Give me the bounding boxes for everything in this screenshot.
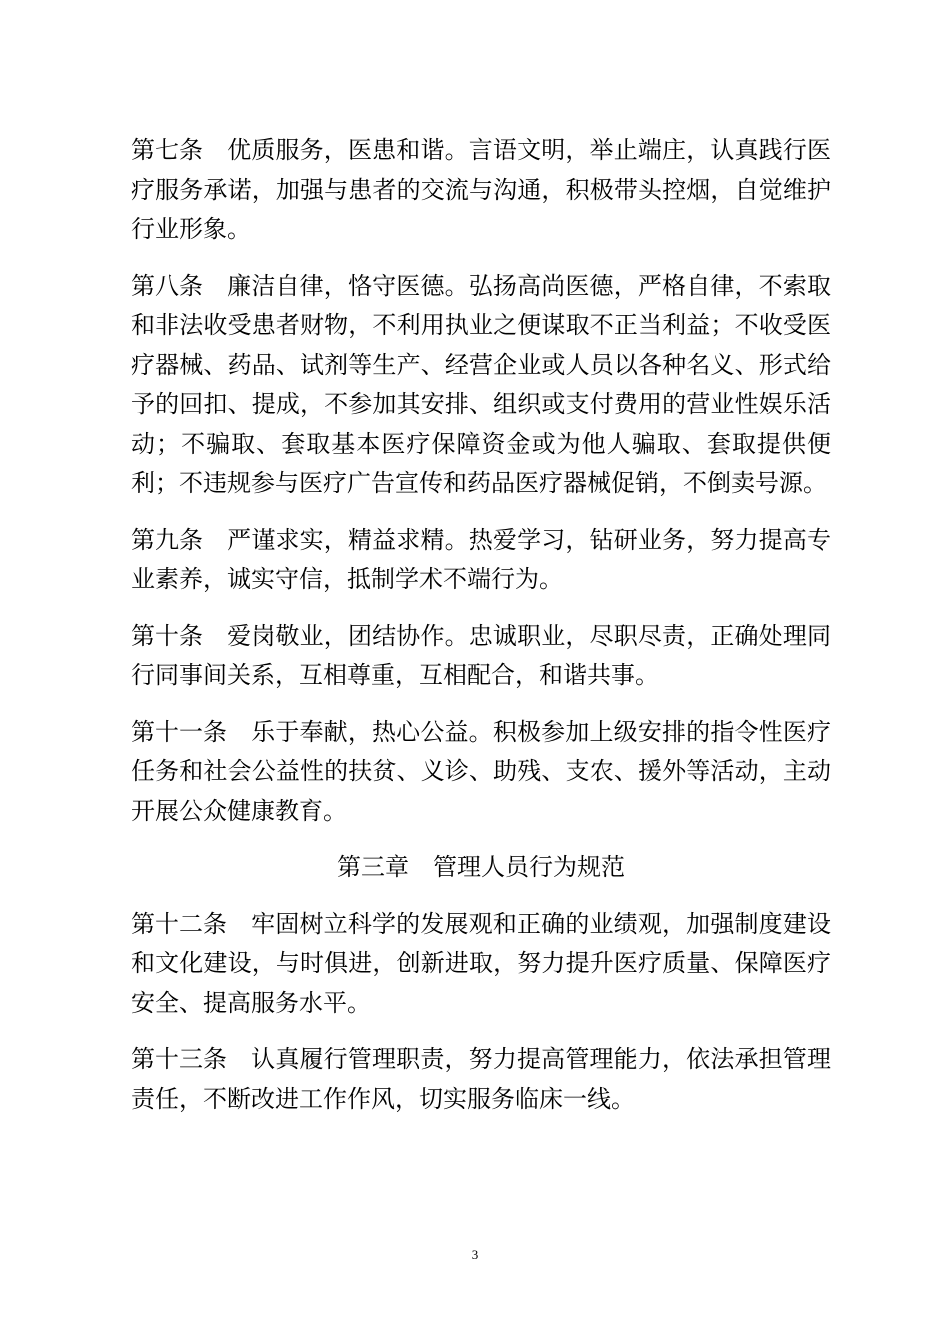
article-number: 第七条 xyxy=(131,136,203,164)
article-text: 廉洁自律，恪守医德。弘扬高尚医德，严格自律，不索取和非法收受患者财物，不利用执业之便谋取不正当利益；不收受医疗器械、药品、试剂等生产、经营企业或人员以各种名义、形式给予的回扣、提成，不参加其安排、组织或支付费用的营业性娱乐活动；不骗取、套取基本医疗保障资金或为他人骗取、套取提供便利；不违规参与医疗广告宣传和药品医疗器械促销，不倒卖号源。 xyxy=(131,271,831,497)
article-number: 第十二条 xyxy=(131,909,227,938)
chapter-number: 第三章 xyxy=(337,853,409,881)
article-text: 认真履行管理职责，努力提高管理能力，依法承担管理责任，不断改进工作作风，切实服务临床一线。 xyxy=(131,1045,831,1113)
article-text: 严谨求实，精益求精。热爱学习，钻研业务，努力提高专业素养，诚实守信，抵制学术不端行为。 xyxy=(131,525,831,593)
article-number: 第十条 xyxy=(131,621,203,650)
article-13 xyxy=(131,1040,831,1119)
article-number: 第十一条 xyxy=(131,717,227,746)
document-body xyxy=(131,131,831,1136)
article-text: 爱岗敬业，团结协作。忠诚职业，尽职尽责，正确处理同行同事间关系，互相尊重，互相配合，和谐共事。 xyxy=(131,621,831,689)
chapter-title-text: 管理人员行为规范 xyxy=(433,853,625,881)
article-12 xyxy=(131,905,831,1024)
article-number: 第十三条 xyxy=(131,1045,227,1073)
article-10 xyxy=(131,617,831,696)
article-text: 优质服务，医患和谐。言语文明，举止端庄，认真践行医疗服务承诺，加强与患者的交流与沟通，积极带头控烟，自觉维护行业形象。 xyxy=(131,136,831,243)
article-9 xyxy=(131,521,831,600)
chapter-heading xyxy=(131,848,831,888)
page-number: 3 xyxy=(471,1247,479,1262)
article-7 xyxy=(131,131,831,250)
article-text: 牢固树立科学的发展观和正确的业绩观，加强制度建设和文化建设，与时俱进，创新进取，努力提升医疗质量、保障医疗安全、提高服务水平。 xyxy=(131,909,831,1017)
article-number: 第八条 xyxy=(131,271,203,300)
article-8 xyxy=(131,267,831,504)
article-11 xyxy=(131,713,831,832)
article-text: 乐于奉献，热心公益。积极参加上级安排的指令性医疗任务和社会公益性的扶贫、义诊、助残、支农、援外等活动，主动开展公众健康教育。 xyxy=(131,717,831,825)
article-number: 第九条 xyxy=(131,525,203,554)
